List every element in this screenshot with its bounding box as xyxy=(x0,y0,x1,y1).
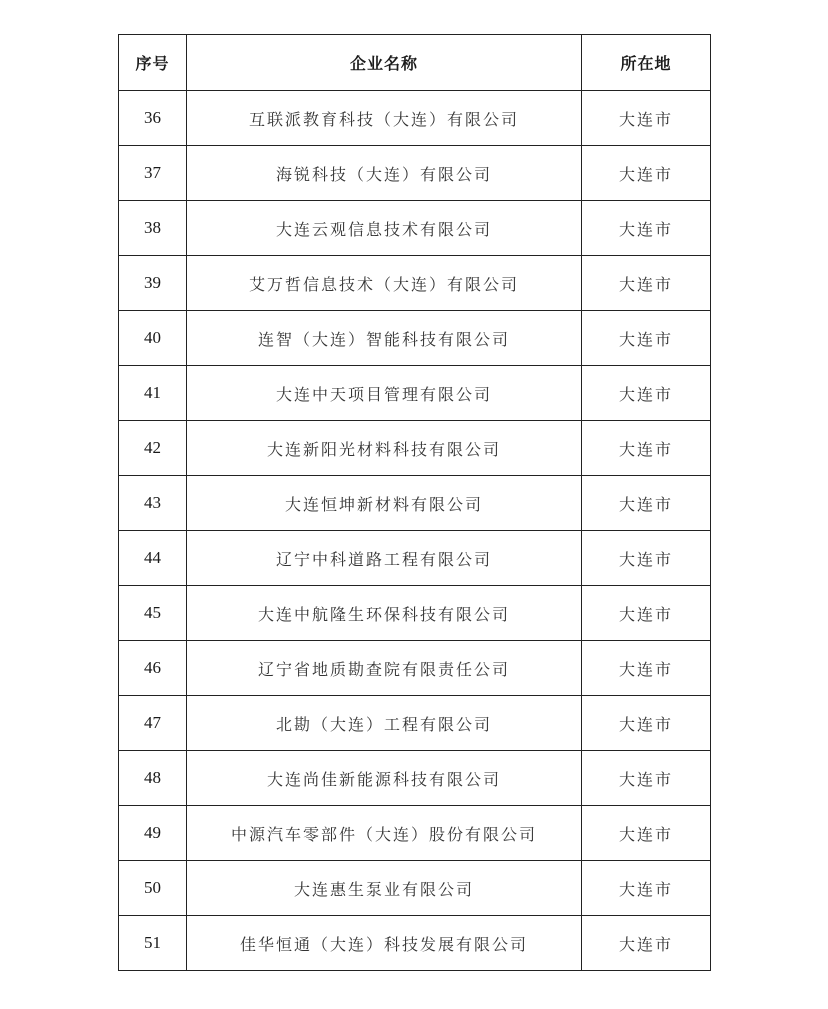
row-index-cell: 46 xyxy=(119,641,187,696)
row-index-cell: 42 xyxy=(119,421,187,476)
row-index-cell: 38 xyxy=(119,201,187,256)
table-row xyxy=(119,641,711,696)
row-company-name-cell: 佳华恒通（大连）科技发展有限公司 xyxy=(187,916,582,971)
row-company-name-cell: 中源汽车零部件（大连）股份有限公司 xyxy=(187,806,582,861)
row-location-cell: 大连市 xyxy=(582,586,711,641)
header-row xyxy=(119,35,711,91)
table-row xyxy=(119,476,711,531)
row-company-name-cell: 辽宁省地质勘查院有限责任公司 xyxy=(187,641,582,696)
row-index-cell: 47 xyxy=(119,696,187,751)
row-location-cell: 大连市 xyxy=(582,696,711,751)
row-company-name-cell: 大连新阳光材料科技有限公司 xyxy=(187,421,582,476)
table-row xyxy=(119,146,711,201)
row-location-cell: 大连市 xyxy=(582,806,711,861)
row-location-cell: 大连市 xyxy=(582,861,711,916)
row-location-cell: 大连市 xyxy=(582,421,711,476)
row-company-name-cell: 北勘（大连）工程有限公司 xyxy=(187,696,582,751)
row-location-cell: 大连市 xyxy=(582,751,711,806)
table-body xyxy=(119,91,711,971)
row-company-name-cell: 大连惠生泵业有限公司 xyxy=(187,861,582,916)
row-location-cell: 大连市 xyxy=(582,91,711,146)
row-location-cell: 大连市 xyxy=(582,201,711,256)
row-location-cell: 大连市 xyxy=(582,916,711,971)
table-row xyxy=(119,201,711,256)
row-index-cell: 43 xyxy=(119,476,187,531)
row-company-name-cell: 辽宁中科道路工程有限公司 xyxy=(187,531,582,586)
table-row xyxy=(119,311,711,366)
row-index-cell: 37 xyxy=(119,146,187,201)
row-index-cell: 51 xyxy=(119,916,187,971)
row-company-name-cell: 连智（大连）智能科技有限公司 xyxy=(187,311,582,366)
row-location-cell: 大连市 xyxy=(582,146,711,201)
table-row xyxy=(119,421,711,476)
row-company-name-cell: 大连尚佳新能源科技有限公司 xyxy=(187,751,582,806)
row-location-cell: 大连市 xyxy=(582,641,711,696)
table-header xyxy=(119,35,711,91)
table-row xyxy=(119,531,711,586)
header-index: 序号 xyxy=(119,35,187,91)
row-company-name-cell: 大连中天项目管理有限公司 xyxy=(187,366,582,421)
row-index-cell: 45 xyxy=(119,586,187,641)
header-company-name: 企业名称 xyxy=(187,35,582,91)
table-row xyxy=(119,806,711,861)
row-company-name-cell: 大连中航隆生环保科技有限公司 xyxy=(187,586,582,641)
header-location: 所在地 xyxy=(582,35,711,91)
enterprise-table xyxy=(118,34,711,971)
table-row xyxy=(119,861,711,916)
table-row xyxy=(119,751,711,806)
row-company-name-cell: 大连恒坤新材料有限公司 xyxy=(187,476,582,531)
row-location-cell: 大连市 xyxy=(582,256,711,311)
row-location-cell: 大连市 xyxy=(582,366,711,421)
row-company-name-cell: 艾万哲信息技术（大连）有限公司 xyxy=(187,256,582,311)
enterprise-table-container xyxy=(118,34,710,971)
row-index-cell: 48 xyxy=(119,751,187,806)
row-index-cell: 49 xyxy=(119,806,187,861)
row-company-name-cell: 大连云观信息技术有限公司 xyxy=(187,201,582,256)
row-index-cell: 44 xyxy=(119,531,187,586)
row-index-cell: 36 xyxy=(119,91,187,146)
row-index-cell: 40 xyxy=(119,311,187,366)
table-row xyxy=(119,366,711,421)
table-row xyxy=(119,91,711,146)
row-index-cell: 39 xyxy=(119,256,187,311)
row-index-cell: 41 xyxy=(119,366,187,421)
table-row xyxy=(119,916,711,971)
table-row xyxy=(119,696,711,751)
row-company-name-cell: 海锐科技（大连）有限公司 xyxy=(187,146,582,201)
row-company-name-cell: 互联派教育科技（大连）有限公司 xyxy=(187,91,582,146)
row-index-cell: 50 xyxy=(119,861,187,916)
table-row xyxy=(119,256,711,311)
row-location-cell: 大连市 xyxy=(582,476,711,531)
row-location-cell: 大连市 xyxy=(582,531,711,586)
row-location-cell: 大连市 xyxy=(582,311,711,366)
table-row xyxy=(119,586,711,641)
